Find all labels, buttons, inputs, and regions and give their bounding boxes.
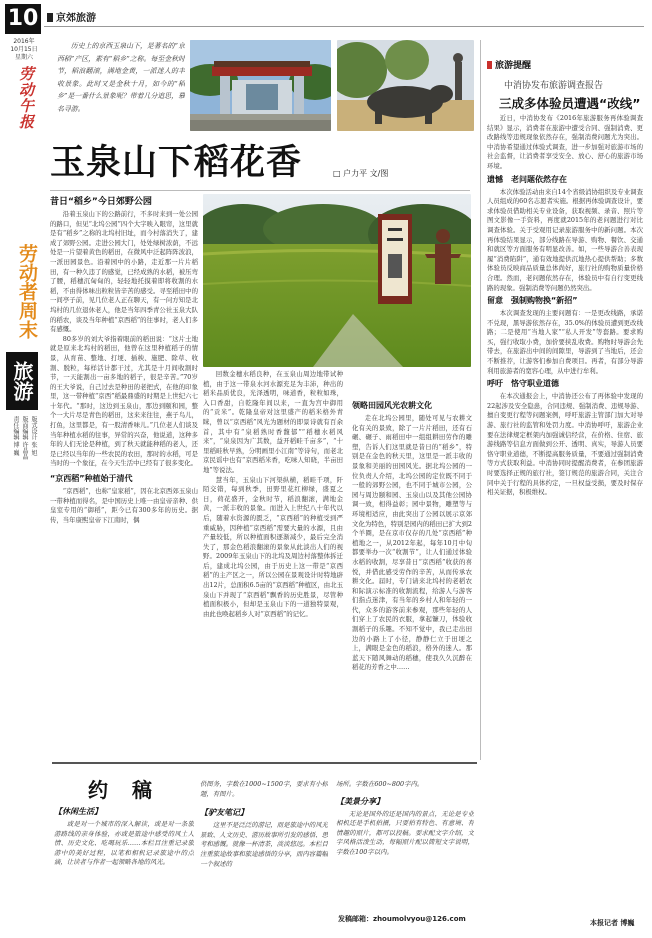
date-year: 2016年: [13, 38, 35, 45]
cfp-text-4: 场所。字数在600~800字内。: [336, 780, 424, 788]
cfp-email[interactable]: [338, 914, 466, 924]
masthead-logo: [14, 66, 34, 130]
cfp-email-text[interactable]: 发稿邮箱：zhoumolvyou@126.com: [338, 915, 466, 923]
cfp-col-1: [54, 804, 194, 924]
section-marker: [47, 13, 53, 22]
article-paragraph-3: “京西稻”，也称“皇家稻”，因在北京西郊玉泉山一带种植而得名，是中国历史上唯一由皇帝亲种、供皇室专用的“御稻”，距今已有300多年的历史。据传，当年康熙皇帝下江南时，偶: [50, 487, 198, 524]
column-name-text: 劳动者周末: [16, 244, 38, 339]
intro-text-body: 历史上的京西玉泉山下，是著名的“京西稻”产区，素有“稻乡”之称。每至金秋时节，稻浪翻滚，满地金黄，一派迷人的丰收景象。此时又是金秋十月，如今的“稻乡”是一番什么景象呢？带着几分追思，慕名寻游。: [57, 42, 185, 113]
article-paragraph-5: 慧当年，玉泉山下河渠纵横，稻畦千项，阡陌交错，每到秋季，田野里花红柳绿，盛夏之日，荷花盛开，金秋时节，稻浪翻滚，满地金黄，一派丰收的景象。而进入上世纪八十年代以后，随着水资源的匮乏，“京西稻”的种植受到严重威胁，因种植“京西稻”需要大量的水源，且由产量较低，所以种植面积逐渐减少，最后完全消失了，那金色稻浪翻滚的景象从此淡出人们的视野。2009年玉泉山下的北坞及周边村落整体拆迁后，建成北坞公园，由于历史上这一带是“京西稻”的主产区之一，所以公园在景观设计时特地辟出12片，总面积6.5亩的“京西稻”种植区，由北玉泉山下并现了“京西稻”飘香的历史胜景，尽管种植面积极小，但却是玉泉山下的一道独特景观，由此也唤起稻乡人对“京西稻”的记忆。: [203, 475, 343, 618]
right-divider: [480, 40, 481, 760]
cfp-text-2: 供图务，字数在1000~1500字，要求有小标题，有图片。: [200, 780, 328, 798]
headline-title-text: 玉泉山下稻花香: [50, 143, 303, 183]
date-weekday: 星期六: [14, 54, 33, 61]
credit-design: 版式设计 张 旭: [30, 416, 37, 456]
tip-marker: [487, 61, 492, 69]
date-day: 10月15日: [10, 46, 38, 53]
headline-rule: [50, 190, 470, 191]
tip-tag-text: 旅游提醒: [495, 61, 532, 71]
right-author-text: 本报记者 博巍: [590, 919, 635, 927]
cfp-text-3: 这里不是泛泛的游记，而是旅途中的风光景致、人文历史、游历故事所引发的感悟、思考和感慨。就像一杯清茶，淡淡悠远。本栏目注重旅途故事和旅途感悟的分享，而内容篇幅一个叙述的: [200, 821, 328, 868]
article-paragraph-2: 80多岁的刘大爷指着眼前的稻田说：“这片土地就是原来北坞村的稻田，他曾在这里种植稻子的情景，从育苗、整地、打埂、插秧、施肥、除草、收割、脱粒，每样活计都干过，尤其是十月间收割时节，一天能割出一亩多地的稻子，很是辛苦。”70岁的王大爷说，自己过去是种田的老把式，在他的印象里，这一带种植“京西”稻最鼎盛的时期是上世纪六七十年代。“那时，这边到玉泉山，那边到颐和园，整个一大片尽是青色的稻田，这来来往往，燕子鸟儿，打鱼，这里都是，有一股清香味儿。”几位老人们谈及当年种植水稻的往事，异常的兴奋，他说道，这种多年的人们无论是种植，到了秋天就能种稻的老人，还是已经以当年的一些农民的农田，那时的水稻，可是当时的一个象征，在今天生活中已经有了很多变化。: [50, 334, 198, 468]
photo-rice-field: [203, 194, 471, 367]
right-subheading-3: 呼吁 恪守职业道德: [487, 379, 559, 389]
right-body: [487, 114, 643, 836]
photo-park-gate: [190, 40, 331, 131]
column-title-text: 旅游: [10, 361, 34, 401]
right-paragraph-2: 本次调查发现的主要问题有：一是更改线路，承诺不兑现，黑导游依然存在，35.0%的体验员遭到更改线路；二是使用“当地人家”“私人开发”等套路。要求购买，强行收取小费，加价要挟乱收费。购物时导游会先带去，在旅游出中间的间隙里，导游到了当地后，还会不断推荐，让游客们参加自费项目。再者，有部分导游利用旅游者的宽容心理，从中进行牟利。: [487, 309, 643, 375]
call-for-papers-box: [52, 762, 477, 930]
article-col-1: [50, 194, 198, 760]
rice-field-illustration: [203, 194, 471, 367]
cfp-text-5: 无论是国外的还是国内的景点，无论是专业相机还是手机拍摄，只要拍有特色、有意境、有情趣的照片，都可以投稿。要求配文字介绍，文字风格活泼生动，每幅照片配以简短文字说明，字数在100字以内。: [336, 809, 474, 856]
call-for-papers-title-text: 约 稿: [88, 778, 154, 802]
section-text: 京郊旅游: [56, 13, 96, 24]
subheading-2: “京西稻”种植始于清代: [50, 474, 133, 484]
article-paragraph-4: 回数金穗水稻良种，在玉泉山周边地带试种植，由于这一带泉水河水源充足为丰沛，种出的稻米品质优良，光泽透明，味道香，粒粒如珠，入口香甜，自乾隆年间以来，一直为宫中御用的“贡米”。乾隆皇帝对这里盛产的稻米格外青睐，曾以“京西稻”风光为题材的即景诗就有百余首，其中有“泉稻熟时香馥郁”“稻穗水稻风来”，“泉泉因为广其数，益开稻畦千亩多”，“十里稻畦秋早熟，分明画里小江南”等诗句，而老北京民谣中也有“京西稻米香，吃味人知晓，半亩田地”等说法。: [203, 370, 343, 474]
right-title-text: 三成多体验员遭遇“改线”: [499, 96, 641, 111]
headline-title: [50, 140, 320, 188]
cfp-col-3: [336, 780, 474, 906]
article-paragraph-6: 走在北坞公园里，随处可见与农耕文化有关的景致，除了一片片稻田，还有石碾、碾子、雨稻田中一组组耕田劳作的雕塑，告诉人们这里就是昔日的“稻乡”，特别是在金色的秋天里，这里是一派丰收的景象和美丽的田园风光。据北坞公园的一位负责人介绍，北坞公园的定位既不同于一般的郊野公园，也不同于城市公园，公园与周边颐和园、玉泉山以及其他公园协调一致，相得益彰；园中景物，雕塑等与环境相适应，由此突出了公园以展示京郊文化为特色，特别是园内的稻田已扩大到2个羊圈，是在京市仅存的几处“京西稻”种植地之一，从2012年起，每年10月中旬都要举办一次“收割节”，让人们通过体验水稻的收割，尽享昔日“京西稻”收获的喜悦，并借此感受劳作的辛苦，从而传承农耕文化。届时，专门请来北坞村的老稻农和际演示标准的收割流程，给游人与游客们指点迷津，有当年的乡村人和年轻的一代，众多的游客前来参观，那些年轻的人们穿上了农民的衣服，拿起镰刀，体验收割稻子的乐趣。不知不觉中，我已走出田边的小路上了小径，静静仁立于田埂之上，满眼是金色的稻浪，格外的迷人。那蓝天下随风舞动的稻穗，使我久久沉醉在稻花的芳香之中……: [352, 414, 472, 672]
cfp-head-5: 【美景分享】: [336, 796, 384, 806]
ox-statue-illustration: [337, 40, 474, 131]
right-subheading-1: 遗憾 老问题依然存在: [487, 174, 567, 184]
right-subheading-2: 留意 强制购物换“新招”: [487, 296, 578, 306]
right-paragraph-3: 在本次通报会上，中消协还公布了再体验中发现的22起涉及安全隐患，合同违规、强制消费、违规导游、擅自变更行程等问题案例，呼吁旅游主管部门加大对导游、旅行社的监管和处罚力度。中消协呼吁，旅游企业要在法律规定框架内加强诚信经营，在价格、住宿、旅游线路等信息方面做到公开、透明、真实，导游人员要恪守职业道德，不断提高服务质量，不要通过强制消费等方式获取利益。中消协同时提醒消费者，在参团旅游时要选择正规的旅行社，签订规范的旅游合同，关注合同中关于行程的具体约定，一旦权益受损，要及时保存相关证据，积极维权。: [487, 392, 643, 497]
page-number: [5, 4, 41, 34]
date-block: [8, 38, 40, 62]
right-kicker-text: 中消协发布旅游调查报告: [504, 81, 604, 91]
byline-text: □ 户力平 文/图: [333, 169, 389, 178]
right-title: [499, 94, 640, 112]
intro-text: [57, 40, 185, 135]
header-rule: [44, 26, 644, 27]
page-number-text: 10: [7, 6, 39, 31]
call-for-papers-title: [88, 774, 154, 803]
article-paragraph-1: 沿着玉泉山下的公路前行，不多时来到一处公园的路口，但见“北坞公园”四个大字映入眼帘，这里就是有“稻乡”之称的北坞村旧址，而今村落消失了，建成了郊野公园。走进公园大门，处处绿树浓荫，不远处是一片望着黄色的稻田，在微风中泛起阵阵波浪，一派田园景色。沿着园中的小路，走近那一片片稻田，有一种久违了的感觉，已经成熟的水稻，被压弯了腰，稻穗沉甸甸的，轻轻地托摸着即将收割的水稻，不由得体味出粒粒皆辛苦的感受。寻至稻田中的一间亭子前，见几位老人正在聊天，有一问方知是北坞村的几位退休老人，他是当年四季青公社玉泉大队的稻农，谈及当年种植“京西稻”的往事时，老人们多有感慨。: [50, 210, 198, 334]
park-gate-illustration: [190, 40, 331, 131]
subheading-3: 领略田园风光农耕文化: [352, 401, 432, 410]
subheading-1: 昔日“稻乡”今日郊野公园: [50, 197, 152, 207]
cfp-col-2: [200, 780, 328, 924]
cfp-head-1: 【休闲生活】: [54, 807, 102, 816]
cfp-head-3: 【驴友笔记】: [200, 808, 248, 818]
right-author: [590, 918, 634, 928]
credit-editor: 责任编辑 博 巍: [12, 416, 19, 456]
right-paragraph-1: 本次体验活动由来自14个省级消协组织及专业调查人员组成的60名志愿者实施。根据再体验调查设计，要求体验员借助相关专业设备，获取视频、录音、照片等图文影像一手资料，再度就2015年的老问题进行对比调查体验。关于受观用记录旅游服务中的新问题。本次再体验结果显示，部分线路在导游、购物、餐饮、交通和就区等方面服务有明显改善。如，一些导游合善表现履“消费陷阱”，通有效地提供沉地热心提供帮助；多数体验员反映商品质量总体尚好，旅行社的购物质量价格合理。然而，老问题依然存在，体验员中有自行变更线路的现象。强制消费等问题仍然突出。: [487, 187, 643, 292]
article-col-3: [352, 370, 472, 760]
credit-page-editor: 版面编辑 许晶晶: [21, 416, 28, 460]
column-title-box: [6, 352, 38, 410]
photo-ox-statue: [337, 40, 474, 131]
right-kicker: [504, 78, 603, 91]
byline: [333, 168, 388, 179]
article-col-2: [203, 370, 343, 760]
masthead-logo-text: 劳动午报: [17, 66, 35, 130]
column-name: [7, 244, 37, 339]
right-lead: 近日，中消协发布《2016年旅游服务再体验调查结果》显示，消费者在旅游中遭受合同、强制消费、更改路线等违规现象依然存在，强制消费问题尤为突出。中消协希望通过体验式调查，进一步加强对旅游市场的社会监督，让消费者享受安全、放心、舒心的旅游市场环境。: [487, 114, 643, 170]
section-label: [47, 9, 96, 24]
credits: [10, 416, 38, 486]
cfp-text-1: 或是对一个城市的深入解读，或是对一条旅游路线的亲身体验，亦或是旅途中感受的风土人情、历史文化、吃喝玩乐……本栏目注重记录旅游中的美好过程，以笔和相机记录旅途中的点滴，让读者与作者一起领略各地的风光。: [54, 820, 194, 867]
tip-tag: [487, 58, 531, 71]
